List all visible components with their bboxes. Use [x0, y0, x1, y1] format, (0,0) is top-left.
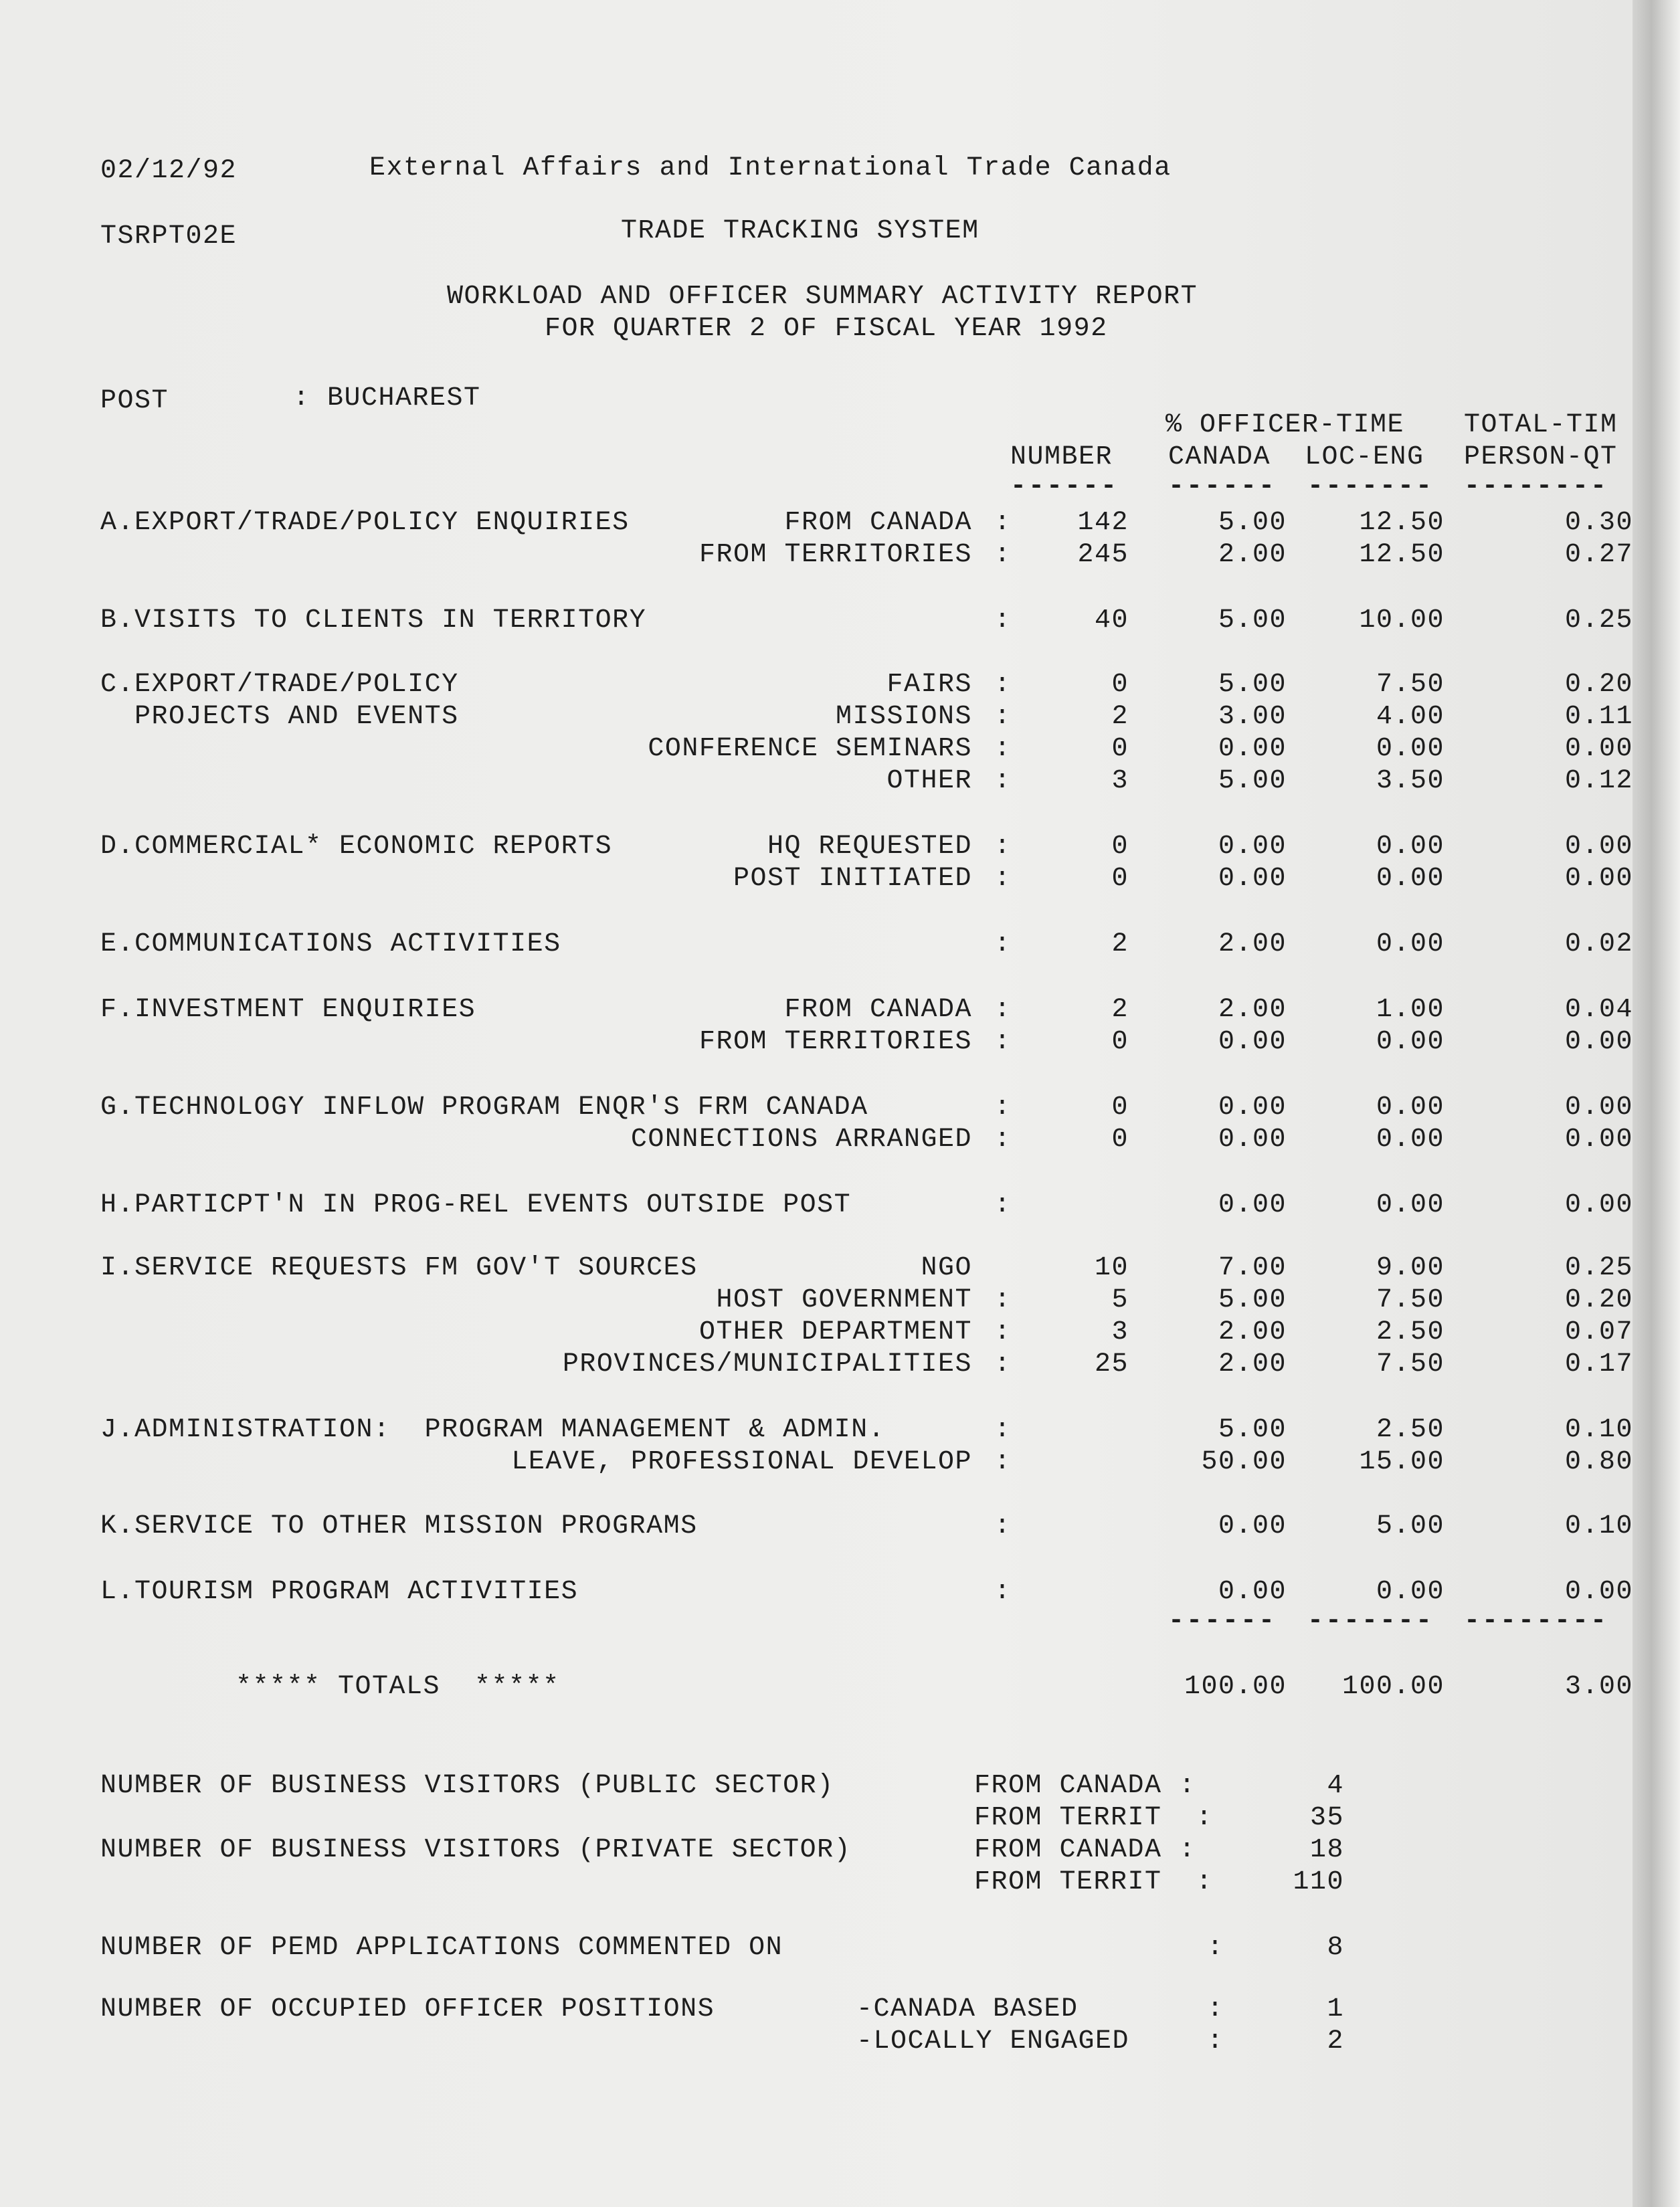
- row-sublabel: FAIRS: [886, 670, 972, 700]
- totals-underline-loc-eng: -------: [1307, 1606, 1434, 1636]
- row-canada: 5.00: [1218, 508, 1287, 538]
- row-sublabel: LEAVE, PROFESSIONAL DEVELOP: [511, 1447, 972, 1477]
- row-loc-eng: 0.00: [1376, 1125, 1444, 1155]
- row-label: PROJECTS AND EVENTS: [100, 702, 459, 732]
- row-sublabel: FROM TERRITORIES: [698, 540, 972, 570]
- row-loc-eng: 9.00: [1376, 1253, 1444, 1283]
- totals-underline-person: --------: [1464, 1606, 1609, 1636]
- row-label: G.TECHNOLOGY INFLOW PROGRAM ENQR'S FRM CANADA: [100, 1092, 868, 1123]
- row-canada: 0.00: [1218, 1125, 1287, 1155]
- row-colon: :: [994, 734, 1012, 764]
- positions-type: -CANADA BASED: [856, 1994, 1079, 2024]
- row-person-qt: 0.11: [1564, 702, 1633, 732]
- page-edge: [1632, 0, 1680, 2207]
- positions-colon: :: [1207, 1994, 1224, 2024]
- visitors-count: 35: [1309, 1803, 1344, 1833]
- row-colon: :: [994, 1285, 1012, 1315]
- row-canada: 2.00: [1218, 1317, 1287, 1347]
- system-name: TRADE TRACKING SYSTEM: [621, 216, 979, 246]
- person-qt-header: PERSON-QT: [1464, 442, 1618, 472]
- row-person-qt: 0.00: [1564, 864, 1633, 894]
- row-colon: :: [994, 1317, 1012, 1347]
- row-loc-eng: 0.00: [1376, 1577, 1444, 1607]
- row-number: 0: [1111, 1092, 1129, 1123]
- row-colon: :: [994, 702, 1012, 732]
- row-label: J.ADMINISTRATION: PROGRAM MANAGEMENT & ADMIN.: [100, 1415, 886, 1445]
- row-label: E.COMMUNICATIONS ACTIVITIES: [100, 929, 561, 959]
- visitors-count: 110: [1293, 1867, 1344, 1897]
- row-colon: :: [994, 1027, 1012, 1057]
- post-label: POST: [100, 386, 169, 416]
- row-label: H.PARTICPT'N IN PROG-REL EVENTS OUTSIDE POST: [100, 1190, 852, 1220]
- row-loc-eng: 5.00: [1376, 1511, 1444, 1541]
- totals-label: ***** TOTALS *****: [236, 1672, 560, 1702]
- row-person-qt: 0.10: [1564, 1511, 1633, 1541]
- row-person-qt: 0.20: [1564, 670, 1633, 700]
- row-colon: :: [994, 1511, 1012, 1541]
- row-person-qt: 0.00: [1564, 1092, 1633, 1123]
- row-colon: :: [994, 1190, 1012, 1220]
- row-number: 3: [1111, 766, 1129, 796]
- row-loc-eng: 7.50: [1376, 1349, 1444, 1379]
- row-person-qt: 0.20: [1564, 1285, 1633, 1315]
- row-person-qt: 0.25: [1564, 605, 1633, 636]
- row-canada: 0.00: [1218, 864, 1287, 894]
- row-person-qt: 0.17: [1564, 1349, 1633, 1379]
- row-person-qt: 0.00: [1564, 1027, 1633, 1057]
- visitors-public-label: NUMBER OF BUSINESS VISITORS (PUBLIC SECTOR): [100, 1771, 834, 1801]
- visitors-private-label: NUMBER OF BUSINESS VISITORS (PRIVATE SECTOR): [100, 1835, 852, 1865]
- row-canada: 0.00: [1218, 734, 1287, 764]
- row-colon: :: [994, 670, 1012, 700]
- report-title: WORKLOAD AND OFFICER SUMMARY ACTIVITY REPORT: [447, 282, 1198, 312]
- row-label: K.SERVICE TO OTHER MISSION PROGRAMS: [100, 1511, 698, 1541]
- positions-label: NUMBER OF OCCUPIED OFFICER POSITIONS: [100, 1994, 715, 2024]
- row-number: 10: [1094, 1253, 1129, 1283]
- row-loc-eng: 7.50: [1376, 670, 1444, 700]
- row-canada: 7.00: [1218, 1253, 1287, 1283]
- officer-time-header: % OFFICER-TIME: [1165, 410, 1405, 440]
- row-loc-eng: 2.50: [1376, 1415, 1444, 1445]
- row-label: F.INVESTMENT ENQUIRIES: [100, 995, 476, 1025]
- report-subtitle: FOR QUARTER 2 OF FISCAL YEAR 1992: [545, 314, 1108, 344]
- row-person-qt: 0.04: [1564, 995, 1633, 1025]
- totals-canada: 100.00: [1184, 1672, 1287, 1702]
- positions-type: -LOCALLY ENGAGED: [856, 2026, 1130, 2056]
- row-number: 5: [1111, 1285, 1129, 1315]
- row-sublabel: FROM CANADA: [784, 508, 972, 538]
- row-canada: 5.00: [1218, 1415, 1287, 1445]
- row-number: 2: [1111, 702, 1129, 732]
- row-sublabel: FROM CANADA: [784, 995, 972, 1025]
- row-person-qt: 0.00: [1564, 832, 1633, 862]
- row-person-qt: 0.02: [1564, 929, 1633, 959]
- number-header: NUMBER: [1010, 442, 1113, 472]
- visitors-source: FROM CANADA :: [974, 1835, 1196, 1865]
- row-label: D.COMMERCIAL* ECONOMIC REPORTS: [100, 832, 613, 862]
- row-loc-eng: 2.50: [1376, 1317, 1444, 1347]
- row-colon: :: [994, 1447, 1012, 1477]
- pemd-label: NUMBER OF PEMD APPLICATIONS COMMENTED ON: [100, 1933, 783, 1963]
- row-canada: 2.00: [1218, 540, 1287, 570]
- person-qt-underline: --------: [1464, 472, 1609, 502]
- row-person-qt: 0.12: [1564, 766, 1633, 796]
- row-person-qt: 0.80: [1564, 1447, 1633, 1477]
- row-person-qt: 0.30: [1564, 508, 1633, 538]
- report-date: 02/12/92: [100, 156, 238, 186]
- row-loc-eng: 0.00: [1376, 832, 1444, 862]
- row-loc-eng: 12.50: [1359, 540, 1444, 570]
- positions-count: 2: [1327, 2026, 1344, 2056]
- row-canada: 0.00: [1218, 1577, 1287, 1607]
- row-sublabel: HQ REQUESTED: [767, 832, 972, 862]
- total-time-header: TOTAL-TIM: [1464, 410, 1618, 440]
- visitors-count: 18: [1309, 1835, 1344, 1865]
- row-number: 0: [1111, 734, 1129, 764]
- row-sublabel: MISSIONS: [835, 702, 972, 732]
- row-number: 0: [1111, 670, 1129, 700]
- loc-eng-header: LOC-ENG: [1305, 442, 1424, 472]
- row-colon: :: [994, 1349, 1012, 1379]
- row-canada: 0.00: [1218, 1027, 1287, 1057]
- loc-eng-underline: -------: [1307, 472, 1434, 502]
- row-number: 245: [1077, 540, 1129, 570]
- row-label: B.VISITS TO CLIENTS IN TERRITORY: [100, 605, 647, 636]
- totals-underline-canada: ------: [1168, 1606, 1277, 1636]
- post-value: : BUCHAREST: [293, 383, 481, 413]
- positions-count: 1: [1327, 1994, 1344, 2024]
- row-person-qt: 0.00: [1564, 1190, 1633, 1220]
- row-loc-eng: 15.00: [1359, 1447, 1444, 1477]
- row-number: 0: [1111, 864, 1129, 894]
- row-colon: :: [994, 508, 1012, 538]
- visitors-source: FROM TERRIT :: [974, 1803, 1214, 1833]
- visitors-count: 4: [1327, 1771, 1344, 1801]
- row-colon: :: [994, 605, 1012, 636]
- row-colon: :: [994, 1125, 1012, 1155]
- row-canada: 3.00: [1218, 702, 1287, 732]
- row-canada: 0.00: [1218, 1511, 1287, 1541]
- row-sublabel: OTHER: [886, 766, 972, 796]
- row-colon: :: [994, 995, 1012, 1025]
- row-colon: :: [994, 864, 1012, 894]
- row-loc-eng: 1.00: [1376, 995, 1444, 1025]
- row-loc-eng: 0.00: [1376, 734, 1444, 764]
- row-label: I.SERVICE REQUESTS FM GOV'T SOURCES: [100, 1253, 698, 1283]
- row-person-qt: 0.27: [1564, 540, 1633, 570]
- row-loc-eng: 4.00: [1376, 702, 1444, 732]
- number-underline: ------: [1010, 472, 1119, 502]
- row-sublabel: FROM TERRITORIES: [698, 1027, 972, 1057]
- row-loc-eng: 3.50: [1376, 766, 1444, 796]
- row-loc-eng: 0.00: [1376, 929, 1444, 959]
- row-canada: 2.00: [1218, 929, 1287, 959]
- row-number: 0: [1111, 832, 1129, 862]
- row-person-qt: 0.00: [1564, 734, 1633, 764]
- canada-header: CANADA: [1168, 442, 1271, 472]
- row-sublabel: PROVINCES/MUNICIPALITIES: [562, 1349, 972, 1379]
- row-loc-eng: 0.00: [1376, 1027, 1444, 1057]
- row-sublabel: OTHER DEPARTMENT: [698, 1317, 972, 1347]
- row-canada: 0.00: [1218, 832, 1287, 862]
- row-canada: 5.00: [1218, 766, 1287, 796]
- row-canada: 0.00: [1218, 1190, 1287, 1220]
- row-canada: 2.00: [1218, 1349, 1287, 1379]
- row-canada: 5.00: [1218, 605, 1287, 636]
- row-loc-eng: 0.00: [1376, 864, 1444, 894]
- row-colon: :: [994, 929, 1012, 959]
- row-person-qt: 0.10: [1564, 1415, 1633, 1445]
- visitors-source: FROM CANADA :: [974, 1771, 1196, 1801]
- row-sublabel: NGO: [921, 1253, 972, 1283]
- row-number: 40: [1094, 605, 1129, 636]
- row-number: 0: [1111, 1027, 1129, 1057]
- row-number: 3: [1111, 1317, 1129, 1347]
- row-loc-eng: 12.50: [1359, 508, 1444, 538]
- positions-colon: :: [1207, 2026, 1224, 2056]
- row-sublabel: CONNECTIONS ARRANGED: [630, 1125, 972, 1155]
- row-person-qt: 0.25: [1564, 1253, 1633, 1283]
- row-colon: :: [994, 1092, 1012, 1123]
- row-sublabel: POST INITIATED: [733, 864, 972, 894]
- row-canada: 50.00: [1201, 1447, 1287, 1477]
- totals-loc-eng: 100.00: [1341, 1672, 1444, 1702]
- pemd-count: 8: [1327, 1933, 1344, 1963]
- row-loc-eng: 0.00: [1376, 1190, 1444, 1220]
- row-number: 142: [1077, 508, 1129, 538]
- row-label: C.EXPORT/TRADE/POLICY: [100, 670, 459, 700]
- row-number: 25: [1094, 1349, 1129, 1379]
- row-colon: :: [994, 1415, 1012, 1445]
- visitors-source: FROM TERRIT :: [974, 1867, 1214, 1897]
- row-canada: 5.00: [1218, 1285, 1287, 1315]
- pemd-colon: :: [1207, 1933, 1224, 1963]
- row-loc-eng: 7.50: [1376, 1285, 1444, 1315]
- row-person-qt: 0.00: [1564, 1125, 1633, 1155]
- row-number: 2: [1111, 995, 1129, 1025]
- totals-person-qt: 3.00: [1564, 1672, 1633, 1702]
- canada-underline: ------: [1168, 472, 1277, 502]
- row-label: A.EXPORT/TRADE/POLICY ENQUIRIES: [100, 508, 630, 538]
- row-loc-eng: 10.00: [1359, 605, 1444, 636]
- row-colon: :: [994, 766, 1012, 796]
- row-loc-eng: 0.00: [1376, 1092, 1444, 1123]
- row-canada: 0.00: [1218, 1092, 1287, 1123]
- row-number: 2: [1111, 929, 1129, 959]
- row-colon: :: [994, 832, 1012, 862]
- row-sublabel: HOST GOVERNMENT: [716, 1285, 972, 1315]
- row-sublabel: CONFERENCE SEMINARS: [648, 734, 972, 764]
- row-label: L.TOURISM PROGRAM ACTIVITIES: [100, 1577, 579, 1607]
- row-canada: 2.00: [1218, 995, 1287, 1025]
- row-colon: :: [994, 540, 1012, 570]
- row-person-qt: 0.07: [1564, 1317, 1633, 1347]
- row-person-qt: 0.00: [1564, 1577, 1633, 1607]
- row-number: 0: [1111, 1125, 1129, 1155]
- organization-name: External Affairs and International Trade Canada: [369, 153, 1172, 183]
- report-id: TSRPT02E: [100, 221, 238, 252]
- row-colon: :: [994, 1577, 1012, 1607]
- row-canada: 5.00: [1218, 670, 1287, 700]
